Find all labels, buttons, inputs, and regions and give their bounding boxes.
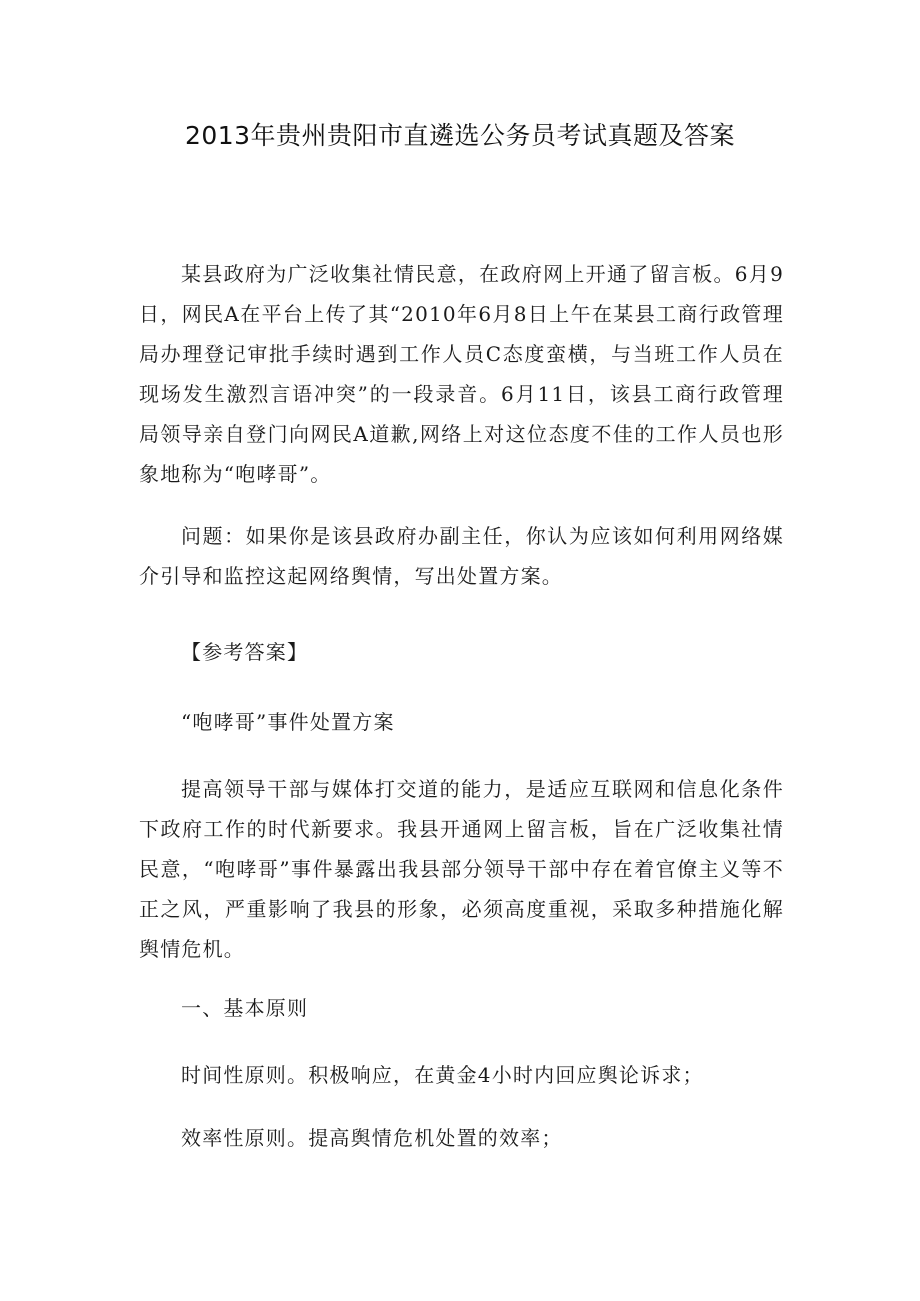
- principle-timeliness: 时间性原则。积极响应，在黄金4小时内回应舆论诉求；: [181, 1063, 704, 1087]
- section-heading-basic-principles: 一、基本原则: [181, 996, 309, 1020]
- case-description-paragraph: 某县政府为广泛收集社情民意，在政府网上开通了留言板。6月9日，网民A在平台上传了其“2010年6月8日上午在某县工商行政管理局办理登记审批手续时遇到工作人员C态度蛮横，与当班工作人员在现场发生激烈言语冲突”的一段录音。6月11日，该县工商行政管理局领导亲自登门向网民A道歉,网络上对这位态度不佳的工作人员也形象地称为“咆哮哥”。: [139, 262, 784, 486]
- principle-efficiency: 效率性原则。提高舆情危机处置的效率；: [181, 1126, 563, 1150]
- question-paragraph: 问题：如果你是该县政府办副主任，你认为应该如何利用网络媒介引导和监控这起网络舆情，写出处置方案。: [139, 524, 784, 588]
- plan-intro-paragraph: 提高领导干部与媒体打交道的能力，是适应互联网和信息化条件下政府工作的时代新要求。我县开通网上留言板，旨在广泛收集社情民意，“咆哮哥”事件暴露出我县部分领导干部中存在着官僚主义等不正之风，严重影响了我县的形象，必须高度重视，采取多种措施化解舆情危机。: [139, 777, 784, 961]
- plan-title: “咆哮哥”事件处置方案: [181, 710, 395, 734]
- reference-answer-heading: 【参考答案】: [181, 640, 309, 664]
- document-title: 2013年贵州贵阳市直遴选公务员考试真题及答案: [184, 121, 736, 150]
